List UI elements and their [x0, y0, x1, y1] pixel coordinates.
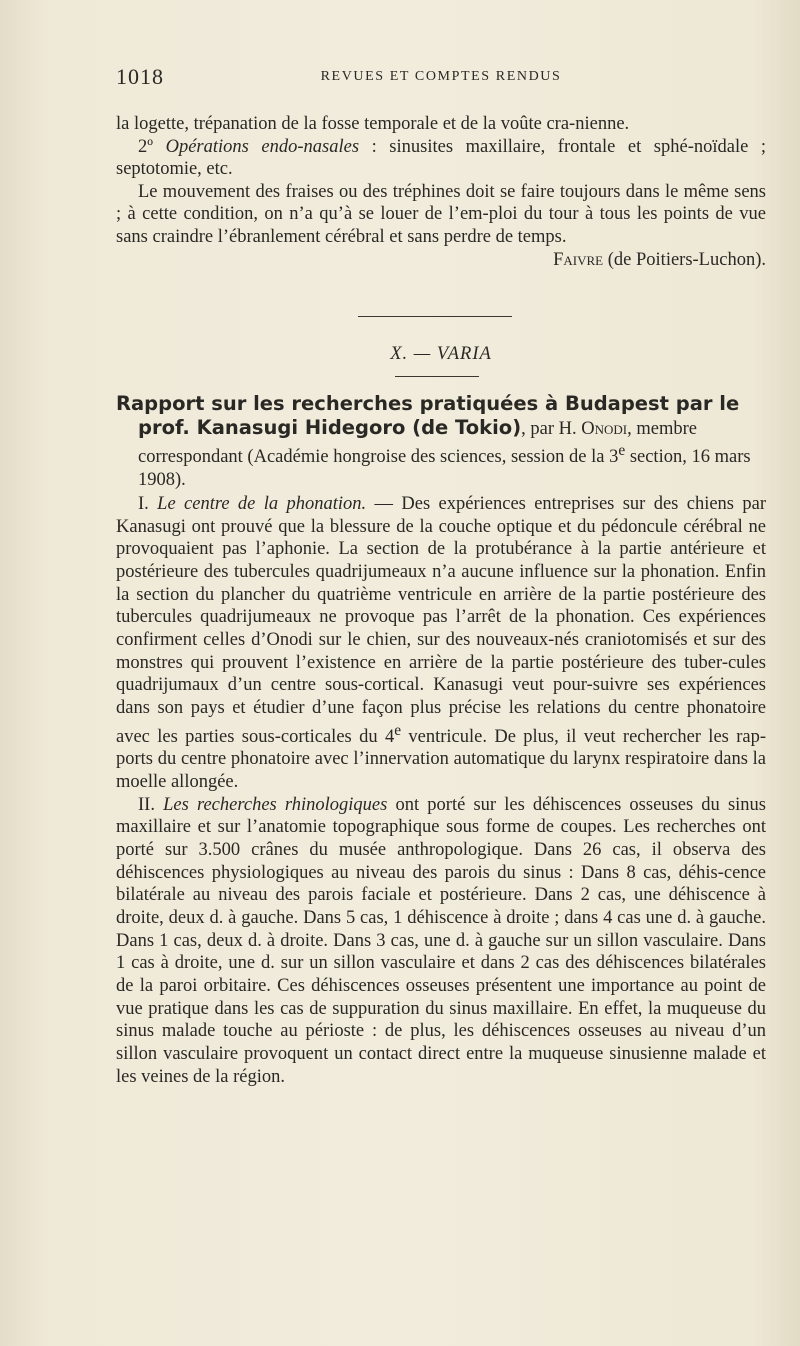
report-heading	[116, 393, 766, 492]
italic-term: Les recherches rhinologiques	[163, 794, 388, 815]
signature	[531, 249, 766, 272]
part-number: II.	[138, 794, 164, 815]
title-rest: , membre correspondant (Académie hongroise des sciences, session de la 3	[138, 418, 697, 468]
paragraph	[116, 136, 766, 181]
paragraph-text: : sinusites maxillaire, frontale et sphé-noïdale ; septotomie, etc.	[116, 136, 767, 180]
paragraph	[116, 493, 766, 794]
page-number: 1018	[116, 64, 164, 89]
list-number: 2º	[138, 136, 153, 157]
report-title: Rapport sur les recherches pratiquées à Budapest par le prof. Kanasugi Hidegoro (de Tokio)	[116, 392, 740, 439]
italic-term: Opérations endo-nasales	[165, 136, 360, 157]
separator-rule	[358, 316, 512, 317]
italic-term: Le centre de la phonation.	[157, 494, 367, 514]
signature-name: Faivre	[553, 249, 604, 270]
section-title: X. — VARIA	[390, 344, 492, 364]
author-name: Onodi	[581, 418, 628, 439]
paragraph-text: ventricule. De plus, il veut rechercher les rap-ports du centre phonatoire avec l’innervation automatique du larynx respiratoire dans la moelle allongée.	[116, 726, 766, 793]
paragraph: la logette, trépanation de la fosse temporale et de la voûte cra-nienne.	[116, 114, 630, 134]
paragraph-text: Le mouvement des fraises ou des tréphines doit se faire toujours dans le même sens ; à cette condition, on n’a qu’à se louer de l’em-ploi du tour à tous les points de vue sans craindre l’ébranlement cérébral et sans perdre de temps.	[116, 181, 766, 247]
signature-place: (de Poitiers-Luchon).	[603, 249, 766, 270]
separator-rule	[395, 376, 479, 377]
part-number: I.	[138, 494, 158, 514]
report-body	[116, 493, 766, 1088]
running-title: REVUES ET COMPTES RENDUS	[320, 69, 562, 84]
superscript: e	[394, 721, 402, 739]
paragraph	[116, 181, 766, 270]
title-end: section, 16 mars 1908).	[138, 447, 751, 490]
paragraph	[116, 794, 766, 1089]
page-header	[116, 64, 766, 94]
top-text-block	[116, 113, 766, 271]
paragraph-text: — Des expériences entreprises sur des chiens par Kanasugi ont prouvé que la blessure de la couche optique et du pédoncule cérébral ne provoquaient pas l’aphonie. La section de la protubérance à la partie antérieure et postérieure des tubercules quadrijumeaux n’a aucune influence sur la phonation. Enfin la section du plancher du quatrième ventricule en arrière de la partie postérieure des tubercules quadrijumeaux ne provoque pas l’arrêt de la phonation. Ces expériences confirment celles d’Onodi sur le chien, sur des nouveaux-nés craniotomisés et sur des monstres qui prouvent l’existence en arrière de la partie postérieure des tuber-cules quadrijumaux d’un centre sous-cortical. Kanasugi veut pour-suivre ses expériences dans son pays et étudier d’une façon plus précise les relations du centre phonatoire avec les parties sous-corticales du 4	[116, 494, 766, 747]
superscript: e	[618, 442, 626, 460]
report-title-paragraph	[116, 393, 766, 492]
paragraph-text: ont porté sur les déhiscences osseuses du sinus maxillaire et sur l’anatomie topographique sous forme de coupes. Les recherches ont porté sur 3.500 crânes du musée anthropologique. Dans 26 cas, il observa des déhiscences physiologiques au niveau des parois du sinus : Dans 8 cas, déhis-cence bilatérale au niveau des parois faciale et postérieure. Dans 2 cas, une déhiscence à droite, deux d. à gauche. Dans 5 cas, 1 déhiscence à droite ; dans 4 cas une d. à gauche. Dans 1 cas, deux d. à droite. Dans 3 cas, une d. à gauche sur un sillon vasculaire. Dans 1 cas à droite, une d. sur un sillon vasculaire et dans 2 cas des déhiscences bilatérales de la paroi orbitaire. Ces déhiscences osseuses présentent une importance au point de vue pratique dans les cas de suppuration du sinus maxillaire. En effet, la muqueuse du sinus malade touche au périoste : de plus, les déhiscences osseuses au niveau d’un sillon vasculaire provoquent un contact direct entre la muqueuse sinusienne malade et les veines de la région.	[116, 794, 766, 1087]
author-prefix: , par H.	[521, 418, 582, 439]
